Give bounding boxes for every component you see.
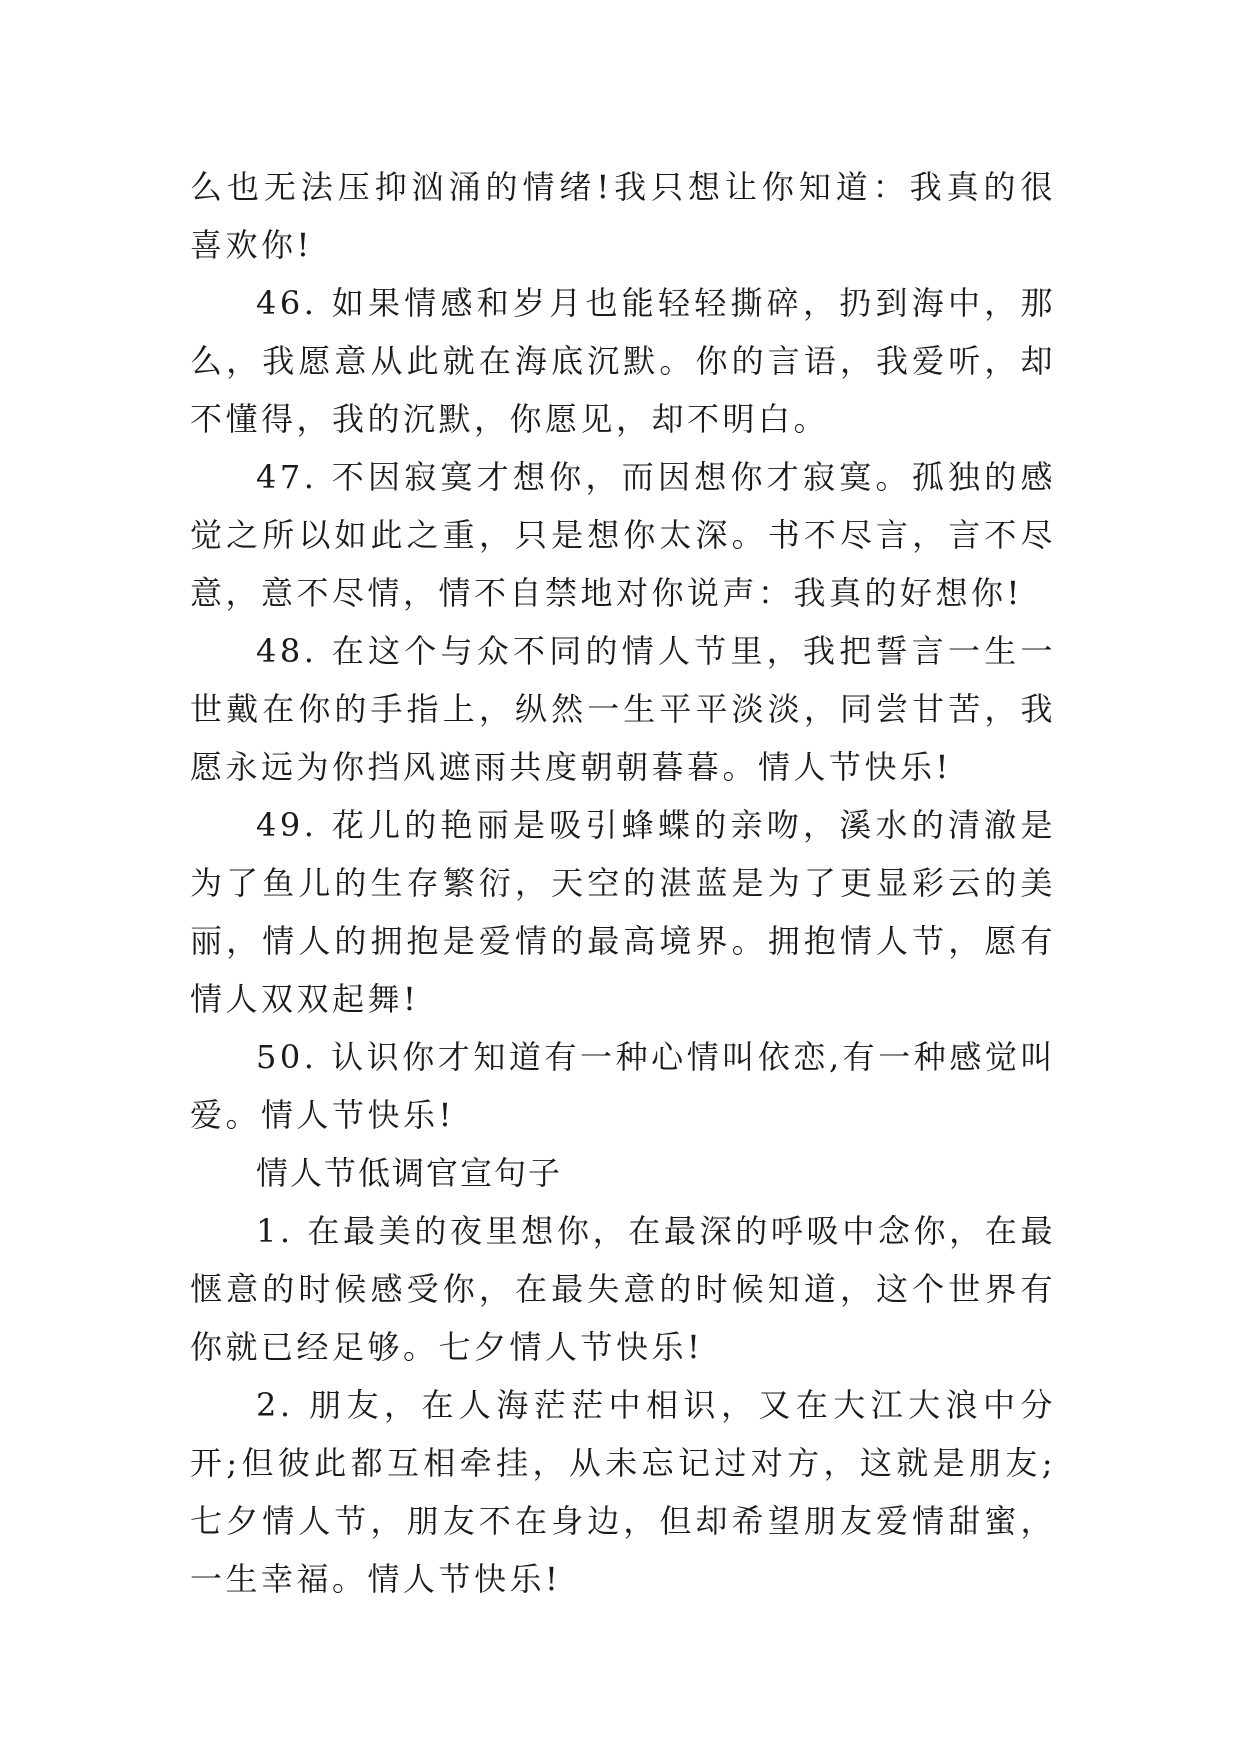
paragraph-item-48: 48. 在这个与众不同的情人节里，我把誓言一生一世戴在你的手指上，纵然一生平平淡淡，同尝甘苦，我愿永远为你挡风遮雨共度朝朝暮暮。情人节快乐!: [190, 632, 1056, 786]
section-heading: 情人节低调官宣句子: [256, 1154, 563, 1192]
paragraph-item-47: 47. 不因寂寞才想你，而因想你才寂寞。孤独的感觉之所以如此之重，只是想你太深。书不尽言，言不尽意，意不尽情，情不自禁地对你说声：我真的好想你!: [190, 458, 1056, 612]
paragraph-item-49: 49. 花儿的艳丽是吸引蜂蝶的亲吻，溪水的清澈是为了鱼儿的生存繁衍，天空的湛蓝是为了更显彩云的美丽，情人的拥抱是爱情的最高境界。拥抱情人节，愿有情人双双起舞!: [190, 806, 1056, 1018]
paragraph-item-46: 46. 如果情感和岁月也能轻轻撕碎，扔到海中，那么，我愿意从此就在海底沉默。你的言语，我爱听，却不懂得，我的沉默，你愿见，却不明白。: [190, 284, 1056, 438]
paragraph-item-2: 2. 朋友，在人海茫茫中相识，又在大江大浪中分开;但彼此都互相牵挂，从未忘记过对方，这就是朋友;七夕情人节，朋友不在身边，但却希望朋友爱情甜蜜，一生幸福。情人节快乐!: [190, 1386, 1056, 1598]
paragraph-item-1: 1. 在最美的夜里想你，在最深的呼吸中念你，在最惬意的时候感受你，在最失意的时候知道，这个世界有你就已经足够。七夕情人节快乐!: [190, 1212, 1056, 1366]
paragraph-item-50: 50. 认识你才知道有一种心情叫依恋,有一种感觉叫爱。情人节快乐!: [190, 1038, 1056, 1134]
document-body: [190, 158, 1056, 1608]
paragraph-continuation: 么也无法压抑汹涌的情绪!我只想让你知道：我真的很喜欢你!: [190, 168, 1056, 264]
